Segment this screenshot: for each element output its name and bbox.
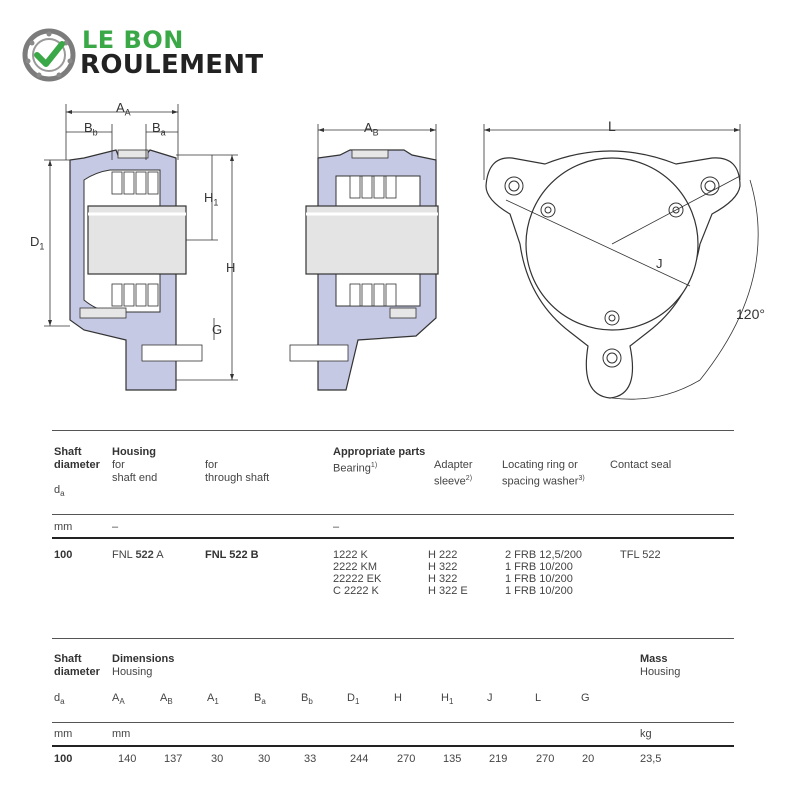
label-H: H — [226, 260, 236, 275]
label-angle: 120° — [736, 306, 765, 322]
t2-unit-kg: kg — [640, 728, 652, 740]
t1-bearing-header: Bearing$^{1)}$ — [333, 462, 378, 475]
t2-mass-header: Mass — [640, 653, 668, 665]
t2-shaft-header: Shaft diameter — [54, 653, 100, 678]
t2-col-D1: $D_1$ — [347, 692, 360, 707]
t2-col-L: L — [535, 692, 542, 704]
t1-row-shaft: 100 — [54, 549, 73, 561]
t1-row-housing-through: FNL 522 B — [205, 549, 259, 561]
label-Bb: $B_b$ — [84, 120, 98, 138]
t1-da-header: $d_a$ — [54, 484, 65, 499]
label-AA: $A_A$ — [116, 100, 131, 118]
t1-row-seal: TFL 522 — [620, 549, 661, 561]
t1-locating-header: Locating ring or spacing washer$^{3)}$ — [502, 459, 585, 488]
table2-units-rule — [52, 722, 734, 723]
t2-val-A1: 30 — [211, 753, 224, 765]
t1-unit-mm: mm — [54, 521, 73, 533]
label-H1: $H_1$ — [204, 190, 219, 208]
table1-header-rule — [52, 537, 734, 539]
t2-dimensions-header: Dimensions — [112, 653, 175, 665]
table1-top-rule — [52, 430, 734, 431]
t2-val-J: 219 — [489, 753, 508, 765]
label-Ba: $B_a$ — [152, 120, 166, 138]
logo-line2: ROULEMENT — [80, 50, 264, 80]
t2-col-H: H — [394, 692, 402, 704]
t2-unit-mm2: mm — [112, 728, 131, 740]
t2-col-J: J — [487, 692, 493, 704]
t2-col-Ba: $B_a$ — [254, 692, 266, 707]
t1-unit-dash1: – — [112, 521, 119, 533]
t1-shaft-header: Shaft diameter — [54, 446, 100, 471]
t1-unit-dash2: – — [333, 521, 340, 533]
flange-front-view — [484, 124, 758, 399]
t2-col-H1: $H_1$ — [441, 692, 454, 707]
t1-for-shaft-end: for shaft end — [112, 459, 158, 484]
t2-unit-mm1: mm — [54, 728, 73, 740]
label-AB: $A_B$ — [364, 120, 379, 138]
t1-for-through: for through shaft — [205, 459, 270, 484]
t1-housing-header: Housing — [112, 446, 156, 458]
t1-row-locating: 2 FRB 12,5/200 1 FRB 10/200 1 FRB 10/200 1 FRB 10/200 — [505, 549, 583, 597]
table1-units-rule — [52, 514, 734, 515]
t2-col-Bb: $B_b$ — [301, 692, 313, 707]
t2-val-D1: 244 — [350, 753, 369, 765]
t2-mass-housing-header: Housing — [640, 666, 681, 678]
t2-val-G: 20 — [582, 753, 595, 765]
label-G: G — [212, 322, 223, 337]
label-D1: $D_1$ — [30, 234, 45, 252]
t1-row-sleeves: H 222 H 322 H 322 H 322 E — [428, 549, 468, 597]
label-L: L — [608, 118, 616, 134]
t2-col-AB: $A_B$ — [160, 692, 173, 707]
t2-val-H: 270 — [397, 753, 416, 765]
t2-val-L: 270 — [536, 753, 555, 765]
housing-shaft-end-view — [44, 104, 238, 390]
t2-col-da: $d_a$ — [54, 692, 65, 707]
table2-header-rule — [52, 745, 734, 747]
t2-val-AB: 137 — [164, 753, 183, 765]
housing-through-shaft-view — [290, 124, 438, 390]
t2-col-AA: $A_A$ — [112, 692, 125, 707]
t2-housing-header: Housing — [112, 666, 153, 678]
t1-adapter-header: Adapter sleeve$^{2)}$ — [434, 459, 473, 488]
t1-seal-header: Contact seal — [610, 459, 672, 471]
t2-col-G: G — [581, 692, 590, 704]
table2-top-rule — [52, 638, 734, 639]
t2-col-A1: $A_1$ — [207, 692, 219, 707]
t2-val-AA: 140 — [118, 753, 137, 765]
t2-val-mass: 23,5 — [640, 753, 662, 765]
t2-val-H1: 135 — [443, 753, 462, 765]
label-J: J — [656, 256, 663, 271]
t2-val-Bb: 33 — [304, 753, 317, 765]
t1-appropriate-header: Appropriate parts — [333, 446, 426, 458]
logo-line1: LE BON — [82, 26, 184, 54]
t1-row-bearings: 1222 K 2222 KM 22222 EK C 2222 K — [333, 549, 382, 597]
t2-val-da: 100 — [54, 753, 73, 765]
t1-row-housing-end: FNL 522 A — [112, 549, 164, 561]
t2-val-Ba: 30 — [258, 753, 271, 765]
